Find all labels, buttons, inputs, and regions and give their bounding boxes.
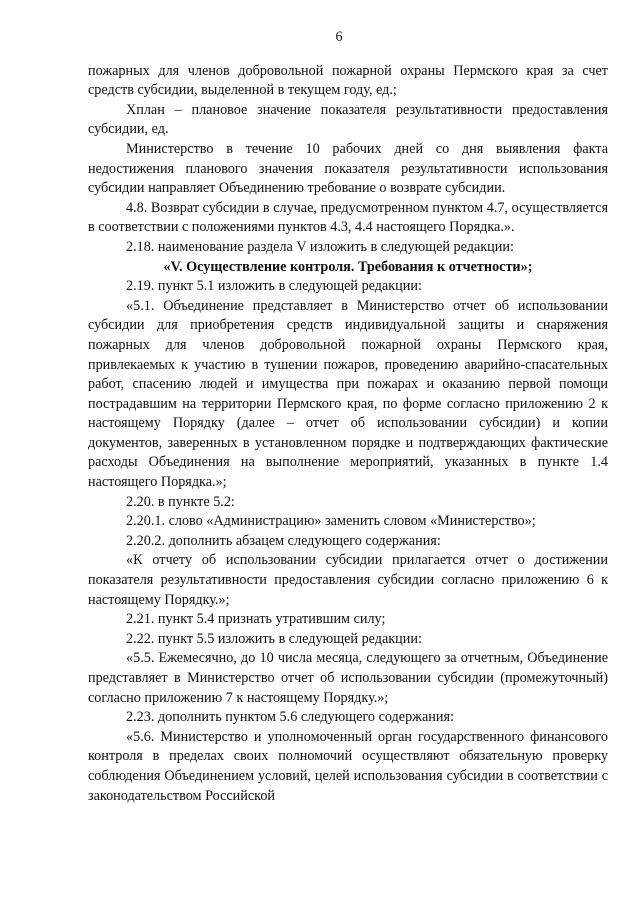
paragraph: Министерство в течение 10 рабочих дней со дня выявления факта недостижения планового значения показателя результативности использования субсидии направляет Объединению требование о возврате субсидии. — [88, 140, 608, 197]
paragraph: 2.19. пункт 5.1 изложить в следующей редакции: — [126, 278, 422, 295]
paragraph: «5.5. Ежемесячно, до 10 числа месяца, следующего за отчетным, Объединение представляет в Министерство отчет об использовании субсидии (промежуточный) согласно приложению 7 к настоящему Порядку.»; — [88, 650, 608, 706]
section-heading: «V. Осуществление контроля. Требования к отчетности»; — [163, 258, 533, 275]
paragraph: Хплан – плановое значение показателя результативности предоставления субсидии, ед. — [88, 101, 608, 138]
document-page — [88, 28, 608, 806]
paragraph: «5.6. Министерство и уполномоченный орган государственного финансового контроля в пределах своих полномочий осуществляют обязательную проверку соблюдения Объединением условий, целей использования субсидии в соответствии с законодательством Российской — [88, 728, 608, 804]
paragraph: 2.22. пункт 5.5 изложить в следующей редакции: — [126, 630, 422, 647]
paragraph: 2.21. пункт 5.4 признать утратившим силу; — [126, 611, 386, 628]
paragraph: 2.20.2. дополнить абзацем следующего содержания: — [126, 532, 441, 549]
paragraph: 2.18. наименование раздела V изложить в следующей редакции: — [126, 238, 514, 255]
paragraph: 4.8. Возврат субсидии в случае, предусмотренном пунктом 4.7, осуществляется в соответствии с положениями пунктов 4.3, 4.4 настоящего Порядка.». — [88, 199, 608, 236]
paragraph: 2.23. дополнить пунктом 5.6 следующего содержания: — [126, 709, 454, 726]
paragraph: 2.20. в пункте 5.2: — [126, 493, 235, 510]
paragraph: «К отчету об использовании субсидии прилагается отчет о достижении показателя результативности предоставления субсидии согласно приложению 6 к настоящему Порядку.»; — [88, 552, 608, 608]
paragraph: пожарных для членов добровольной пожарной охраны Пермского края за счет средств субсидии, выделенной в текущем году, ед.; — [88, 62, 608, 99]
paragraph: «5.1. Объединение представляет в Министерство отчет об использовании субсидии для приобретения средств индивидуальной защиты и снаряжения пожарных для членов добровольной пожарной охраны Пермского края, привлекаемых к участию в тушении пожаров, проведению аварийно-спасательных работ, спасению людей и имущества при пожарах и оказанию первой помощи пострадавшим на территории Пермского края, по форме согласно приложению 2 к настоящему Порядку (далее – отчет об использовании субсидии) и копии документов, заверенных в установленном порядке и подтверждающих фактические расходы Объединения на выполнение мероприятий, указанных в пункте 1.4 настоящего Порядка.»; — [88, 297, 608, 491]
paragraph: 2.20.1. слово «Администрацию» заменить словом «Министерство»; — [126, 513, 536, 530]
page-number: 6 — [335, 29, 343, 45]
